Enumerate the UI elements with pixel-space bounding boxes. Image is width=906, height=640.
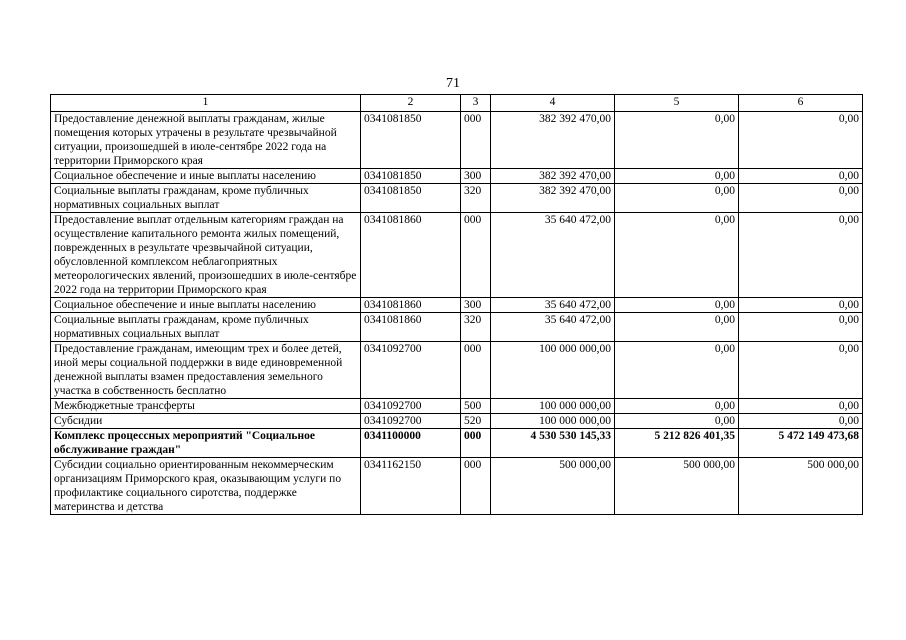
row-target-code: 0341092700	[361, 399, 461, 414]
row-amount-col6: 0,00	[739, 342, 863, 399]
row-amount-col6: 5 472 149 473,68	[739, 429, 863, 458]
header-col-1: 1	[51, 95, 361, 112]
row-amount-col5: 0,00	[615, 414, 739, 429]
row-amount-col5: 0,00	[615, 342, 739, 399]
row-name: Социальное обеспечение и иные выплаты населению	[51, 298, 361, 313]
table-row	[51, 169, 863, 184]
table-row	[51, 414, 863, 429]
row-amount-col4: 35 640 472,00	[491, 298, 615, 313]
row-expense-type: 000	[461, 112, 491, 169]
table-row-subtotal	[51, 429, 863, 458]
table-row	[51, 213, 863, 298]
row-amount-col4: 4 530 530 145,33	[491, 429, 615, 458]
row-amount-col6: 0,00	[739, 169, 863, 184]
row-target-code: 0341081850	[361, 169, 461, 184]
table-row	[51, 112, 863, 169]
table-body	[51, 112, 863, 515]
row-expense-type: 000	[461, 429, 491, 458]
row-amount-col5: 0,00	[615, 112, 739, 169]
row-target-code: 0341092700	[361, 414, 461, 429]
table-row	[51, 342, 863, 399]
row-name: Предоставление денежной выплаты гражданам, жилые помещения которых утрачены в результате чрезвычайной ситуации, произошедшей в июле-сентябре 2022 года на территории Приморского края	[51, 112, 361, 169]
table-row	[51, 184, 863, 213]
row-amount-col5: 5 212 826 401,35	[615, 429, 739, 458]
header-col-4: 4	[491, 95, 615, 112]
row-target-code: 0341081850	[361, 112, 461, 169]
row-name: Социальные выплаты гражданам, кроме публичных нормативных социальных выплат	[51, 184, 361, 213]
row-expense-type: 520	[461, 414, 491, 429]
row-amount-col6: 0,00	[739, 112, 863, 169]
row-expense-type: 300	[461, 169, 491, 184]
table-row	[51, 399, 863, 414]
row-amount-col4: 382 392 470,00	[491, 184, 615, 213]
row-amount-col4: 100 000 000,00	[491, 342, 615, 399]
row-target-code: 0341162150	[361, 458, 461, 515]
row-amount-col4: 35 640 472,00	[491, 213, 615, 298]
table-row	[51, 313, 863, 342]
row-target-code: 0341081850	[361, 184, 461, 213]
row-amount-col6: 0,00	[739, 399, 863, 414]
header-col-5: 5	[615, 95, 739, 112]
row-amount-col4: 500 000,00	[491, 458, 615, 515]
budget-table	[50, 94, 863, 515]
header-col-3: 3	[461, 95, 491, 112]
header-row	[51, 95, 863, 112]
row-amount-col6: 0,00	[739, 313, 863, 342]
row-name: Межбюджетные трансферты	[51, 399, 361, 414]
row-amount-col5: 0,00	[615, 313, 739, 342]
row-amount-col5: 500 000,00	[615, 458, 739, 515]
row-amount-col4: 35 640 472,00	[491, 313, 615, 342]
row-expense-type: 000	[461, 342, 491, 399]
row-name: Субсидии	[51, 414, 361, 429]
row-amount-col4: 100 000 000,00	[491, 399, 615, 414]
table-row	[51, 298, 863, 313]
row-expense-type: 320	[461, 184, 491, 213]
row-expense-type: 000	[461, 458, 491, 515]
row-target-code: 0341100000	[361, 429, 461, 458]
row-amount-col4: 382 392 470,00	[491, 169, 615, 184]
row-expense-type: 300	[461, 298, 491, 313]
row-target-code: 0341092700	[361, 342, 461, 399]
row-expense-type: 000	[461, 213, 491, 298]
row-amount-col6: 500 000,00	[739, 458, 863, 515]
row-name: Социальное обеспечение и иные выплаты населению	[51, 169, 361, 184]
row-amount-col6: 0,00	[739, 184, 863, 213]
row-amount-col4: 100 000 000,00	[491, 414, 615, 429]
row-target-code: 0341081860	[361, 213, 461, 298]
row-expense-type: 320	[461, 313, 491, 342]
row-amount-col5: 0,00	[615, 184, 739, 213]
header-col-6: 6	[739, 95, 863, 112]
row-amount-col5: 0,00	[615, 213, 739, 298]
row-target-code: 0341081860	[361, 313, 461, 342]
row-name: Комплекс процессных мероприятий "Социальное обслуживание граждан"	[51, 429, 361, 458]
row-amount-col6: 0,00	[739, 414, 863, 429]
row-amount-col5: 0,00	[615, 399, 739, 414]
page-number: 71	[446, 76, 460, 91]
header-col-2: 2	[361, 95, 461, 112]
row-amount-col4: 382 392 470,00	[491, 112, 615, 169]
row-name: Предоставление выплат отдельным категориям граждан на осуществление капитального ремонта жилых помещений, поврежденных в результате чрезвычайной ситуации, обусловленной комплексом неблагоприятных метеорологических явлений, произошедших в июле-сентябре 2022 года на территории Приморского края	[51, 213, 361, 298]
row-name: Субсидии социально ориентированным некоммерческим организациям Приморского края, оказывающим услуги по профилактике социального сиротства, поддержке материнства и детства	[51, 458, 361, 515]
row-amount-col6: 0,00	[739, 213, 863, 298]
row-amount-col6: 0,00	[739, 298, 863, 313]
row-name: Предоставление гражданам, имеющим трех и более детей, иной меры социальной поддержки в виде единовременной денежной выплаты взамен предоставления земельного участка в собственность бесплатно	[51, 342, 361, 399]
row-expense-type: 500	[461, 399, 491, 414]
row-name: Социальные выплаты гражданам, кроме публичных нормативных социальных выплат	[51, 313, 361, 342]
row-amount-col5: 0,00	[615, 169, 739, 184]
table-row	[51, 458, 863, 515]
row-target-code: 0341081860	[361, 298, 461, 313]
row-amount-col5: 0,00	[615, 298, 739, 313]
